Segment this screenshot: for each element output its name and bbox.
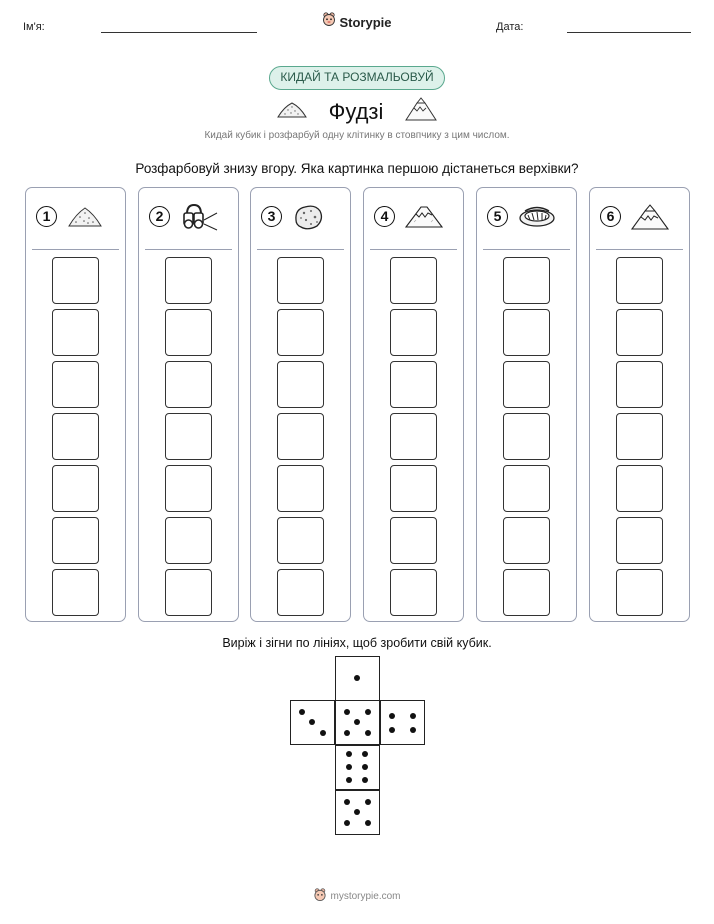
die-face-5: [335, 700, 380, 745]
coloring-cell[interactable]: [616, 413, 663, 460]
die-pip: [389, 713, 395, 719]
coloring-cell[interactable]: [503, 465, 550, 512]
name-label: Ім'я:: [23, 21, 45, 33]
coloring-cell[interactable]: [503, 309, 550, 356]
coloring-cell[interactable]: [503, 569, 550, 616]
coloring-cell[interactable]: [390, 517, 437, 564]
die-pip: [365, 730, 371, 736]
coloring-cell[interactable]: [165, 517, 212, 564]
column-number: 3: [261, 206, 282, 227]
die-pip: [354, 719, 360, 725]
storypie-mascot-icon: [322, 12, 336, 32]
die-pip: [344, 820, 350, 826]
column-divider: [145, 249, 232, 250]
coloring-cell[interactable]: [616, 257, 663, 304]
column-number: 4: [374, 206, 395, 227]
die-pip: [362, 777, 368, 783]
coloring-cell[interactable]: [52, 569, 99, 616]
die-pip: [344, 799, 350, 805]
column-header: [26, 188, 125, 248]
rock-icon: [291, 202, 327, 237]
coloring-cell[interactable]: [52, 517, 99, 564]
die-face-1: [335, 656, 380, 701]
activity-badge: КИДАЙ ТА РОЗМАЛЬОВУЙ: [269, 66, 445, 90]
column-number: 1: [36, 206, 57, 227]
die-pip: [365, 799, 371, 805]
coloring-cell[interactable]: [616, 309, 663, 356]
coloring-cell[interactable]: [277, 413, 324, 460]
volcano-icon: [404, 95, 438, 128]
coloring-cell[interactable]: [390, 413, 437, 460]
coloring-cell[interactable]: [277, 361, 324, 408]
coloring-cell[interactable]: [52, 361, 99, 408]
column-number: 6: [600, 206, 621, 227]
die-pip: [362, 751, 368, 757]
die-pip: [362, 764, 368, 770]
cube-instruction: Виріж і зігни по лініях, щоб зробити свій кубик.: [222, 636, 492, 650]
coloring-cell[interactable]: [503, 413, 550, 460]
coloring-cell[interactable]: [616, 361, 663, 408]
footer: [0, 888, 714, 907]
question: Розфарбовуй знизу вгору. Яка картинка першою дістанеться верхівки?: [135, 161, 579, 176]
column-header: [251, 188, 350, 248]
coloring-cell[interactable]: [390, 465, 437, 512]
coloring-cell[interactable]: [165, 309, 212, 356]
binoculars-icon: [179, 202, 219, 237]
column-6: [589, 187, 690, 622]
coloring-cell[interactable]: [52, 309, 99, 356]
coloring-cell[interactable]: [277, 517, 324, 564]
column-divider: [483, 249, 570, 250]
die-pip: [299, 709, 305, 715]
die-pip: [365, 709, 371, 715]
brand-logo: [0, 12, 714, 32]
coloring-cell[interactable]: [616, 465, 663, 512]
die-pip: [346, 751, 352, 757]
die-pip: [309, 719, 315, 725]
die-pip: [410, 727, 416, 733]
die-pip: [410, 713, 416, 719]
die-pip: [365, 820, 371, 826]
storypie-mascot-icon: [313, 888, 327, 905]
coloring-cell[interactable]: [503, 517, 550, 564]
die-pip: [344, 709, 350, 715]
coloring-cell[interactable]: [277, 257, 324, 304]
column-header: [590, 188, 689, 248]
column-divider: [370, 249, 457, 250]
die-pip: [344, 730, 350, 736]
date-line[interactable]: [567, 32, 691, 33]
coloring-cell[interactable]: [52, 257, 99, 304]
coloring-cell[interactable]: [165, 465, 212, 512]
coloring-cell[interactable]: [390, 569, 437, 616]
column-5: [476, 187, 577, 622]
column-divider: [32, 249, 119, 250]
coloring-cell[interactable]: [165, 413, 212, 460]
footer-url[interactable]: mystorypie.com: [330, 891, 401, 902]
name-line[interactable]: [101, 32, 257, 33]
column-2: [138, 187, 239, 622]
die-pip: [346, 777, 352, 783]
column-number: 5: [487, 206, 508, 227]
coloring-cell[interactable]: [277, 569, 324, 616]
title-row: [0, 95, 714, 123]
column-4: [363, 187, 464, 622]
coloring-cell[interactable]: [52, 465, 99, 512]
coloring-cell[interactable]: [616, 569, 663, 616]
coloring-cell[interactable]: [390, 309, 437, 356]
coloring-cell[interactable]: [165, 361, 212, 408]
brand-name: Storypie: [339, 14, 392, 30]
coloring-cell[interactable]: [52, 413, 99, 460]
coloring-cell[interactable]: [503, 361, 550, 408]
column-1: [25, 187, 126, 622]
column-number: 2: [149, 206, 170, 227]
coloring-cell[interactable]: [165, 569, 212, 616]
die-pip: [389, 727, 395, 733]
subtitle: Кидай кубик і розфарбуй одну клітинку в стовпчику з цим числом.: [204, 130, 510, 141]
coloring-cell[interactable]: [277, 309, 324, 356]
die-face-3: [290, 700, 335, 745]
sand-pile-icon: [66, 202, 104, 235]
straw-sandal-icon: [517, 202, 557, 235]
column-header: [139, 188, 238, 248]
coloring-cell[interactable]: [616, 517, 663, 564]
column-header: [477, 188, 576, 248]
coloring-cell[interactable]: [277, 465, 324, 512]
date-label: Дата:: [496, 21, 524, 33]
coloring-cell[interactable]: [165, 257, 212, 304]
die-pip: [320, 730, 326, 736]
column-divider: [257, 249, 344, 250]
snowcap-mountain-icon: [404, 202, 444, 235]
column-divider: [596, 249, 683, 250]
die-face-6: [335, 745, 380, 790]
volcano-icon: [630, 202, 670, 237]
column-3: [250, 187, 351, 622]
coloring-cell[interactable]: [390, 361, 437, 408]
page-title: Фудзі: [328, 98, 384, 124]
die-pip: [354, 675, 360, 681]
coloring-cell[interactable]: [503, 257, 550, 304]
die-face-4: [380, 700, 425, 745]
die-pip: [354, 809, 360, 815]
die-pip: [346, 764, 352, 770]
sand-pile-icon: [276, 97, 308, 126]
coloring-cell[interactable]: [390, 257, 437, 304]
column-header: [364, 188, 463, 248]
die-face-5: [335, 790, 380, 835]
